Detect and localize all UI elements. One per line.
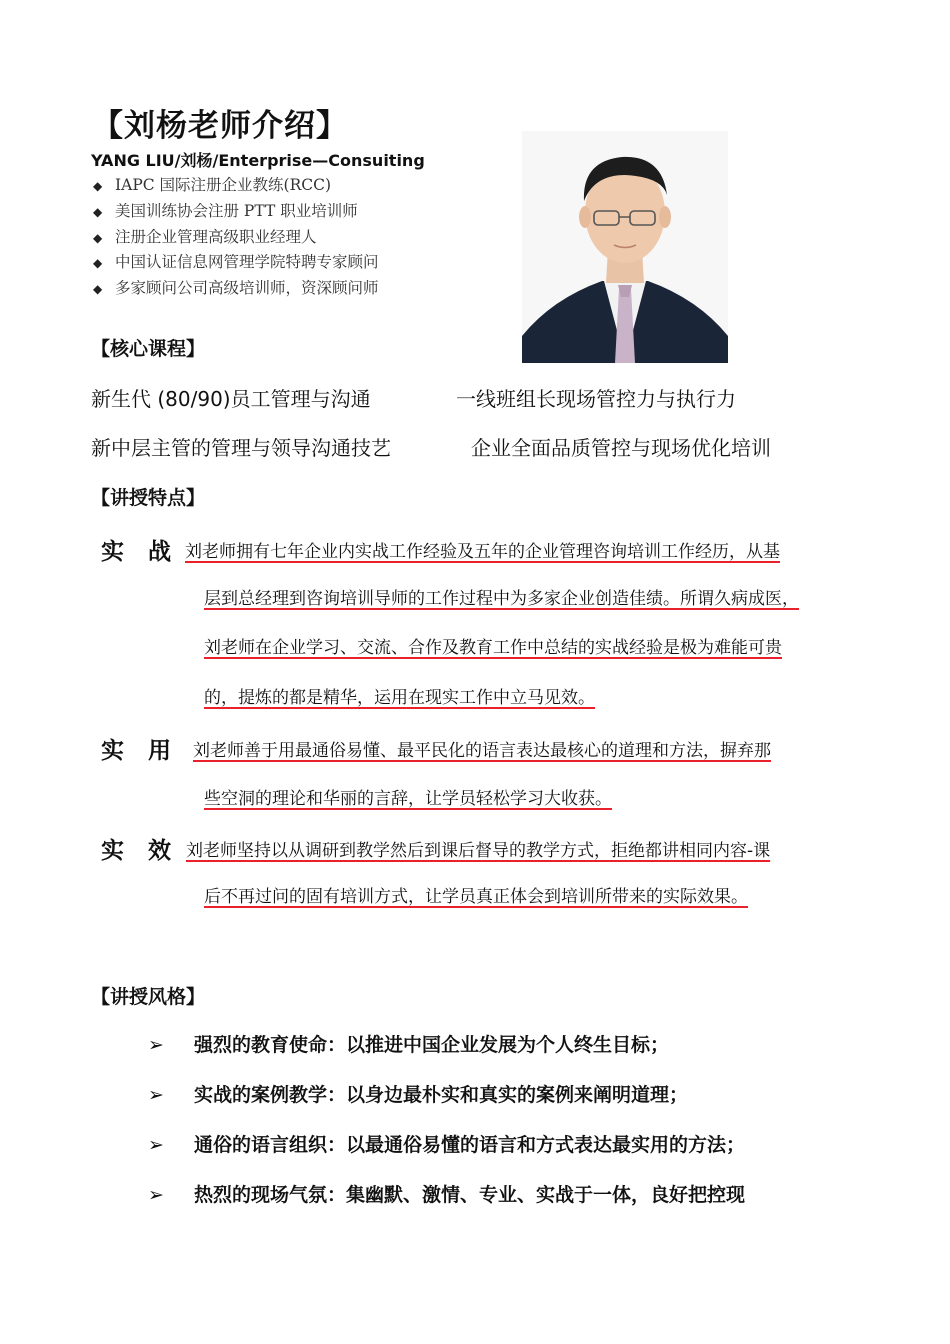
list-item: ◆ 美国训练协会注册 PTT 职业培训师 bbox=[93, 199, 379, 225]
list-item: ◆ 注册企业管理高级职业经理人 bbox=[93, 225, 379, 251]
feature-line: 些空洞的理论和华丽的言辞，让学员轻松学习大收获。 bbox=[204, 789, 612, 809]
list-item: ◆ 中国认证信息网管理学院特聘专家顾问 bbox=[93, 250, 379, 276]
arrow-bullet-icon: ➢ bbox=[148, 1084, 164, 1106]
arrow-bullet-icon: ➢ bbox=[148, 1034, 164, 1056]
diamond-bullet-icon: ◆ bbox=[93, 230, 103, 245]
feature-line: 层到总经理到咨询培训导师的工作过程中为多家企业创造佳绩。所谓久病成医， bbox=[204, 589, 799, 609]
feature-line: 后不再过问的固有培训方式，让学员真正体会到培训所带来的实际效果。 bbox=[204, 887, 748, 907]
feature-line: 刘老师拥有七年企业内实战工作经验及五年的企业管理咨询培训工作经历，从基 bbox=[185, 542, 780, 562]
style-item: ➢ 热烈的现场气氛：集幽默、激情、专业、实战于一体，良好把控现 bbox=[148, 1184, 746, 1206]
arrow-bullet-icon: ➢ bbox=[148, 1134, 164, 1156]
feature-key-practical-effect: 实 效 bbox=[101, 838, 180, 864]
style-item: ➢ 强烈的教育使命：以推进中国企业发展为个人终生目标； bbox=[148, 1034, 670, 1056]
diamond-bullet-icon: ◆ bbox=[93, 204, 103, 219]
features-heading: 【讲授特点】 bbox=[91, 487, 206, 509]
course-item: 新中层主管的管理与领导沟通技艺 bbox=[91, 436, 391, 460]
style-item: ➢ 实战的案例教学：以身边最朴实和真实的案例来阐明道理； bbox=[148, 1084, 689, 1106]
diamond-bullet-icon: ◆ bbox=[93, 256, 103, 271]
credentials-list bbox=[93, 173, 379, 302]
course-item: 新生代 (80/90)员工管理与沟通 bbox=[91, 387, 371, 411]
feature-line: 刘老师善于用最通俗易懂、最平民化的语言表达最核心的道理和方法，摒弃那 bbox=[193, 741, 771, 761]
course-item: 一线班组长现场管控力与执行力 bbox=[456, 387, 736, 411]
course-item: 企业全面品质管控与现场优化培训 bbox=[471, 436, 771, 460]
diamond-bullet-icon: ◆ bbox=[93, 282, 103, 297]
portrait-photo bbox=[522, 131, 728, 363]
diamond-bullet-icon: ◆ bbox=[93, 179, 103, 193]
feature-line: 刘老师坚持以从调研到教学然后到课后督导的教学方式，拒绝都讲相同内容-课 bbox=[186, 841, 771, 861]
style-heading: 【讲授风格】 bbox=[91, 986, 206, 1008]
feature-line: 刘老师在企业学习、交流、合作及教育工作中总结的实战经验是极为难能可贵 bbox=[204, 638, 782, 658]
name-subtitle: YANG LIU/刘杨/Enterprise—Consuiting bbox=[91, 151, 425, 170]
arrow-bullet-icon: ➢ bbox=[148, 1184, 164, 1206]
feature-key-practical-use: 实 用 bbox=[101, 738, 180, 764]
page-title: 【刘杨老师介绍】 bbox=[92, 108, 348, 144]
list-item: ◆ IAPC 国际注册企业教练(RCC) bbox=[93, 173, 379, 199]
feature-line: 的，提炼的都是精华，运用在现实工作中立马见效。 bbox=[204, 688, 595, 708]
list-item: ◆ 多家顾问公司高级培训师，资深顾问师 bbox=[93, 276, 379, 302]
core-courses-heading: 【核心课程】 bbox=[91, 338, 206, 360]
style-item: ➢ 通俗的语言组织：以最通俗易懂的语言和方式表达最实用的方法； bbox=[148, 1134, 746, 1156]
portrait-image bbox=[522, 131, 728, 363]
feature-key-practical-combat: 实 战 bbox=[101, 539, 180, 565]
